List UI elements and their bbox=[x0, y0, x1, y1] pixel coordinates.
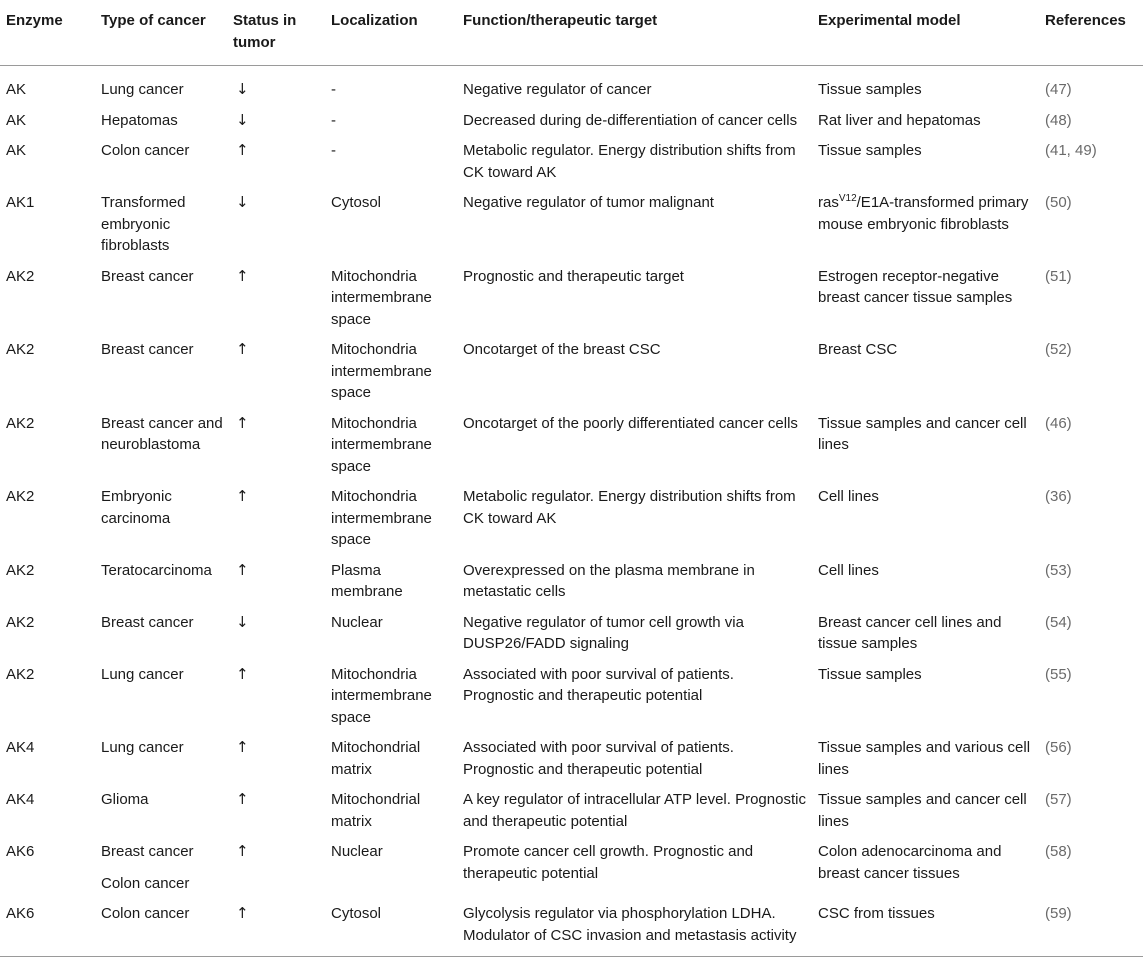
cell-localization: Plasma membrane bbox=[331, 561, 403, 600]
cell-function: Oncotarget of the poorly differentiated cancer cells bbox=[463, 414, 798, 432]
cell-type-of-cancer bbox=[95, 836, 227, 898]
cell-function: A key regulator of intracellular ATP level. Prognostic and therapeutic potential bbox=[463, 791, 806, 830]
cell-experimental-model: Cell lines bbox=[818, 488, 879, 505]
cancer-type-label: Hepatomas bbox=[101, 111, 178, 129]
cell-experimental-model: Breast cancer cell lines and tissue samples bbox=[818, 613, 1002, 652]
cell-type-of-cancer bbox=[95, 732, 227, 784]
cell-experimental-model: Tissue samples and various cell lines bbox=[818, 739, 1031, 778]
cell-localization: Mitochondria intermembrane space bbox=[331, 267, 432, 328]
cell-type-of-cancer bbox=[95, 187, 227, 261]
table-row bbox=[0, 135, 1143, 187]
table-row bbox=[0, 187, 1143, 261]
cell-reference: (36) bbox=[1045, 488, 1072, 505]
model-text-suffix: /E1A-transformed primary mouse embryonic fibroblasts bbox=[818, 194, 1029, 233]
cell-function: Negative regulator of tumor malignant bbox=[463, 194, 714, 211]
cell-experimental-model bbox=[812, 187, 1039, 261]
cell-type-of-cancer bbox=[95, 105, 227, 136]
cell-enzyme: AK2 bbox=[6, 613, 35, 631]
cell-enzyme: AK4 bbox=[6, 739, 35, 756]
cell-status-arrow: ↓ bbox=[236, 193, 249, 211]
cell-enzyme: AK2 bbox=[6, 665, 35, 683]
cell-localization: Mitochondrial matrix bbox=[331, 739, 421, 778]
table-row bbox=[0, 105, 1143, 136]
cell-localization: Mitochondrial matrix bbox=[331, 791, 421, 830]
cancer-type-label: Lung cancer bbox=[101, 665, 184, 683]
cell-reference: (59) bbox=[1039, 898, 1143, 957]
cell-reference: (48) bbox=[1045, 111, 1072, 129]
cell-function: Promote cancer cell growth. Prognostic and therapeutic potential bbox=[463, 843, 754, 882]
cancer-type-label: Breast cancer bbox=[101, 267, 194, 285]
model-text-prefix: ras bbox=[818, 194, 839, 211]
cell-function: Negative regulator of tumor cell growth via DUSP26/FADD signaling bbox=[463, 613, 744, 652]
cell-experimental-model: Colon adenocarcinoma and breast cancer tissues bbox=[818, 843, 1002, 882]
cell-reference: (46) bbox=[1045, 414, 1072, 432]
cancer-type-label: Breast cancer bbox=[101, 843, 194, 860]
cell-function: Metabolic regulator. Energy distribution shifts from CK toward AK bbox=[463, 488, 796, 527]
header-references: References bbox=[1039, 0, 1143, 66]
cancer-type-label: Colon cancer bbox=[101, 874, 190, 892]
cell-type-of-cancer bbox=[95, 135, 227, 187]
cell-enzyme: AK2 bbox=[6, 488, 35, 505]
cell-enzyme: AK4 bbox=[6, 791, 35, 808]
line-gap bbox=[101, 863, 223, 873]
header-row bbox=[0, 0, 1143, 66]
cell-type-of-cancer bbox=[95, 408, 227, 482]
cell-experimental-model: Estrogen receptor-negative breast cancer tissue samples bbox=[818, 267, 1013, 306]
header-enzyme: Enzyme bbox=[0, 0, 95, 66]
model-superscript: V12 bbox=[838, 193, 857, 204]
cell-type-of-cancer bbox=[95, 555, 227, 607]
table-row bbox=[0, 481, 1143, 555]
cell-localization: - bbox=[331, 81, 336, 98]
cell-localization: Cytosol bbox=[325, 898, 457, 957]
cell-enzyme: AK6 bbox=[6, 843, 35, 860]
cell-enzyme: AK2 bbox=[6, 341, 35, 358]
cell-localization: Mitochondria intermembrane space bbox=[331, 341, 432, 401]
cell-localization: Cytosol bbox=[331, 194, 382, 211]
cell-function: Associated with poor survival of patients. Prognostic and therapeutic potential bbox=[463, 665, 734, 704]
cell-reference: (41, 49) bbox=[1045, 142, 1097, 159]
cell-status-arrow: ↑ bbox=[236, 340, 249, 358]
cell-experimental-model: Breast CSC bbox=[818, 341, 898, 358]
table-row bbox=[0, 898, 1143, 957]
cell-function: Oncotarget of the breast CSC bbox=[463, 341, 661, 358]
cancer-type-label: Lung cancer bbox=[101, 739, 184, 756]
cell-enzyme: AK bbox=[6, 142, 27, 159]
cell-status-arrow: ↑ bbox=[236, 266, 249, 285]
cell-experimental-model: Tissue samples bbox=[818, 665, 922, 683]
cell-experimental-model: Tissue samples bbox=[818, 81, 922, 98]
cell-status-arrow: ↑ bbox=[236, 487, 249, 505]
cell-enzyme: AK bbox=[6, 111, 27, 129]
cell-reference: (54) bbox=[1045, 613, 1072, 631]
cell-status-arrow: ↑ bbox=[236, 413, 249, 432]
table-row bbox=[0, 555, 1143, 607]
table-row bbox=[0, 408, 1143, 482]
cell-reference: (51) bbox=[1045, 267, 1072, 285]
cell-status-arrow: ↑ bbox=[236, 790, 249, 808]
cell-status-arrow: ↑ bbox=[236, 560, 249, 579]
cell-localization: - bbox=[331, 142, 336, 159]
header-function: Function/therapeutic target bbox=[457, 0, 812, 66]
header-localization: Localization bbox=[325, 0, 457, 66]
cell-localization: Mitochondria intermembrane space bbox=[331, 414, 432, 475]
cell-reference: (55) bbox=[1045, 665, 1072, 683]
cell-function: Associated with poor survival of patients. Prognostic and therapeutic potential bbox=[463, 739, 734, 778]
table-row bbox=[0, 784, 1143, 836]
cell-reference: (57) bbox=[1045, 791, 1072, 808]
header-type-of-cancer: Type of cancer bbox=[95, 0, 227, 66]
cell-function: Overexpressed on the plasma membrane in metastatic cells bbox=[463, 561, 755, 600]
cell-reference: (52) bbox=[1045, 341, 1072, 358]
cancer-type-label: Glioma bbox=[101, 791, 149, 808]
table-row bbox=[0, 836, 1143, 898]
cell-localization: Mitochondria intermembrane space bbox=[331, 665, 432, 726]
cell-enzyme: AK bbox=[6, 81, 27, 98]
cell-localization: Nuclear bbox=[331, 843, 383, 860]
header-status-in-tumor: Status in tumor bbox=[227, 0, 325, 66]
cell-reference: (47) bbox=[1045, 81, 1072, 98]
cell-type-of-cancer bbox=[95, 659, 227, 733]
cell-function: Prognostic and therapeutic target bbox=[463, 267, 684, 285]
cancer-type-label: Transformed embryonic fibroblasts bbox=[101, 194, 186, 254]
cell-reference: (58) bbox=[1045, 843, 1072, 860]
cell-enzyme: AK2 bbox=[6, 414, 35, 432]
cell-enzyme: AK1 bbox=[6, 194, 35, 211]
cell-experimental-model: Cell lines bbox=[818, 561, 879, 579]
table-body bbox=[0, 66, 1143, 957]
cancer-type-label: Embryonic carcinoma bbox=[101, 488, 172, 527]
cell-experimental-model: Tissue samples and cancer cell lines bbox=[818, 791, 1027, 830]
table-row bbox=[0, 261, 1143, 335]
cancer-type-label: Lung cancer bbox=[101, 81, 184, 98]
cell-enzyme: AK6 bbox=[0, 898, 95, 957]
cancer-type-label: Breast cancer and neuroblastoma bbox=[101, 414, 223, 453]
cell-status-arrow: ↑ bbox=[236, 738, 249, 756]
cell-status-arrow: ↓ bbox=[236, 612, 249, 631]
cell-localization: - bbox=[331, 111, 336, 129]
cell-status-arrow: ↓ bbox=[236, 110, 249, 129]
cell-type-of-cancer bbox=[95, 261, 227, 335]
table-header bbox=[0, 0, 1143, 66]
cell-localization: Nuclear bbox=[331, 613, 383, 631]
cell-function: Decreased during de-differentiation of cancer cells bbox=[463, 111, 798, 129]
cancer-type-label: Breast cancer bbox=[101, 613, 194, 631]
table-row bbox=[0, 607, 1143, 659]
cancer-type-label: Colon cancer bbox=[101, 142, 190, 159]
cell-reference: (50) bbox=[1045, 194, 1072, 211]
cell-status-arrow: ↑ bbox=[236, 664, 249, 683]
cell-status-arrow: ↓ bbox=[236, 80, 249, 98]
cell-type-of-cancer bbox=[95, 898, 227, 957]
cell-localization: Mitochondria intermembrane space bbox=[331, 488, 432, 548]
table-row bbox=[0, 66, 1143, 105]
cell-reference: (56) bbox=[1045, 739, 1072, 756]
cell-enzyme: AK2 bbox=[6, 267, 35, 285]
cell-enzyme: AK2 bbox=[6, 561, 35, 579]
cell-type-of-cancer bbox=[95, 607, 227, 659]
cell-experimental-model: Tissue samples bbox=[818, 142, 922, 159]
cell-experimental-model: Rat liver and hepatomas bbox=[818, 111, 981, 129]
cancer-type-label: Colon cancer bbox=[101, 905, 190, 922]
header-experimental-model: Experimental model bbox=[812, 0, 1039, 66]
cell-type-of-cancer bbox=[95, 334, 227, 408]
cell-experimental-model: CSC from tissues bbox=[812, 898, 1039, 957]
cancer-type-label: Teratocarcinoma bbox=[101, 561, 212, 579]
cell-status-arrow: ↑ bbox=[236, 842, 249, 860]
cell-type-of-cancer bbox=[95, 481, 227, 555]
table-row bbox=[0, 334, 1143, 408]
cell-status-arrow: ↑ bbox=[236, 141, 249, 159]
cell-function: Metabolic regulator. Energy distribution shifts from CK toward AK bbox=[463, 142, 796, 181]
cell-status-arrow: ↑ bbox=[227, 898, 325, 957]
cell-type-of-cancer bbox=[95, 66, 227, 105]
table-row bbox=[0, 659, 1143, 733]
cell-type-of-cancer bbox=[95, 784, 227, 836]
cell-function: Glycolysis regulator via phosphorylation LDHA. Modulator of CSC invasion and metastasis activity bbox=[457, 898, 812, 957]
cell-reference: (53) bbox=[1045, 561, 1072, 579]
cell-experimental-model: Tissue samples and cancer cell lines bbox=[818, 414, 1027, 453]
cancer-type-label: Breast cancer bbox=[101, 341, 194, 358]
cell-function: Negative regulator of cancer bbox=[463, 81, 652, 98]
table-row bbox=[0, 732, 1143, 784]
